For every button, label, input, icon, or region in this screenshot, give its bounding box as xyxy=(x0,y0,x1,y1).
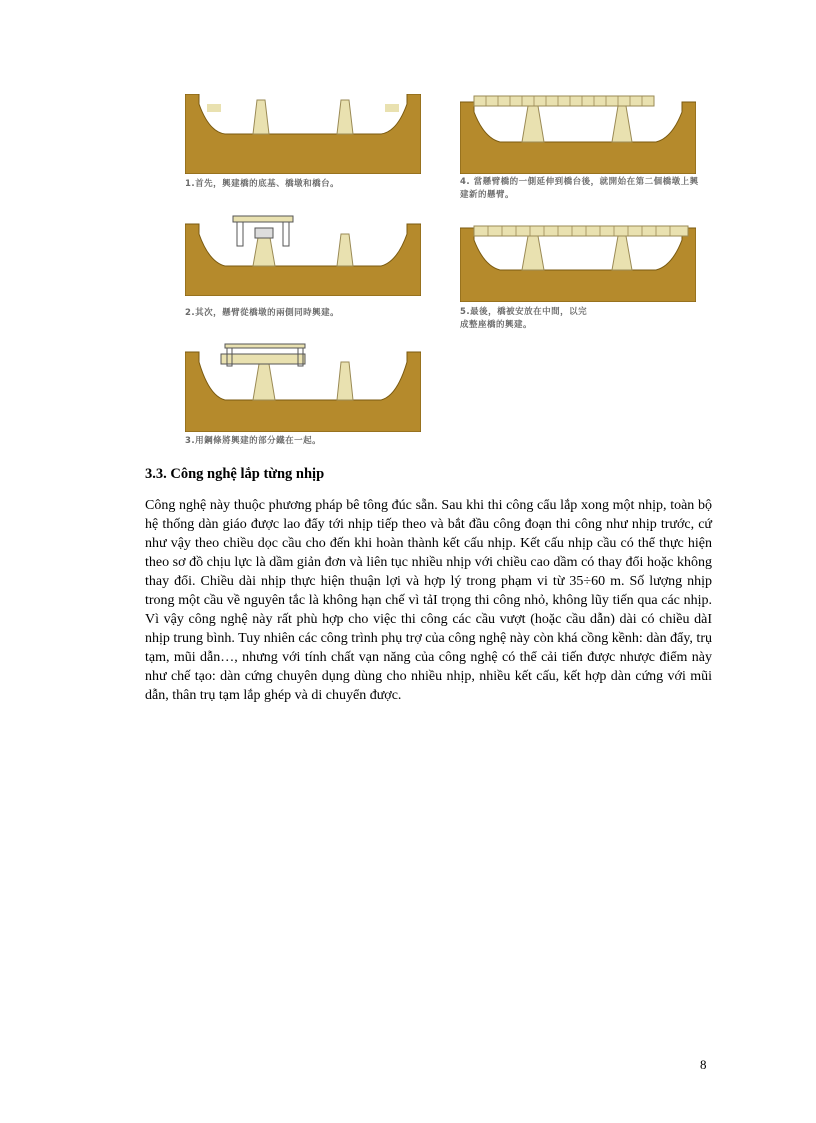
caption-step-2: 2.其次，懸臂從橋墩的兩側同時興建。 xyxy=(185,308,340,318)
diagram-step-2 xyxy=(185,214,421,296)
section-paragraph: Công nghệ này thuộc phương pháp bê tông đúc sẵn. Sau khi thi công cẩu lắp xong một nhịp, toàn bộ hệ thống dàn giáo được lao đẩy tới nhịp tiếp theo và bắt đầu công đoạn thi công như nhịp trước, cứ như vậy theo chiều dọc cầu cho đến khi hoàn thành kết cấu nhịp. Kết cấu nhịp cầu có thể thực hiện theo sơ đồ chịu lực là dầm giản đơn và liên tục nhiều nhịp với chiều cao dầm có thay đổi hoặc không thay đổi. Chiều dài nhịp thực hiện thuận lợi và hợp lý trong phạm vi từ 35÷60 m. Số lượng nhịp trong một cầu về nguyên tắc là không hạn chế vì tảI trọng thi công nhỏ, không lũy tiến qua các nhịp. Vì vậy công nghệ này rất phù hợp cho việc thi công các cầu vượt (hoặc cầu dẫn) dài có chiều dàI nhịp trung bình. Tuy nhiên các công trình phụ trợ của công nghệ này còn khá cồng kềnh: dàn đẩy, trụ tạm, mũi dẫn…, nhưng với tính chất vạn năng của công nghệ có thể cải tiến được nhược điểm này như chế tạo: dàn cứng chuyên dụng dùng cho nhiều nhịp, nhiều kết cấu, kết hợp dàn cứng với mũi dẫn, thân trụ tạm lắp ghép và di chuyển được. xyxy=(145,498,712,703)
diagram-step-3 xyxy=(185,340,421,432)
caption-step-1: 1.首先，興建橋的底基、橋墩和橋台。 xyxy=(185,179,340,189)
page-number: 8 xyxy=(700,1057,707,1072)
caption-step-3: 3.用鋼條將興建的部分鐵在一起。 xyxy=(185,436,322,446)
diagram-step-4 xyxy=(460,94,696,174)
diagram-step-5 xyxy=(460,220,696,302)
caption-step-4: 4. 當懸臂橋的一側延伸到橋台後，就開始在第二個橋墩上興建新的懸臂。 xyxy=(460,177,699,200)
diagram-step-1 xyxy=(185,94,421,174)
section-heading: 3.3. Công nghệ lắp từng nhịp xyxy=(145,466,325,482)
caption-step-5: 5.最後，橋被安放在中間，以完成整座橋的興建。 xyxy=(460,307,588,330)
